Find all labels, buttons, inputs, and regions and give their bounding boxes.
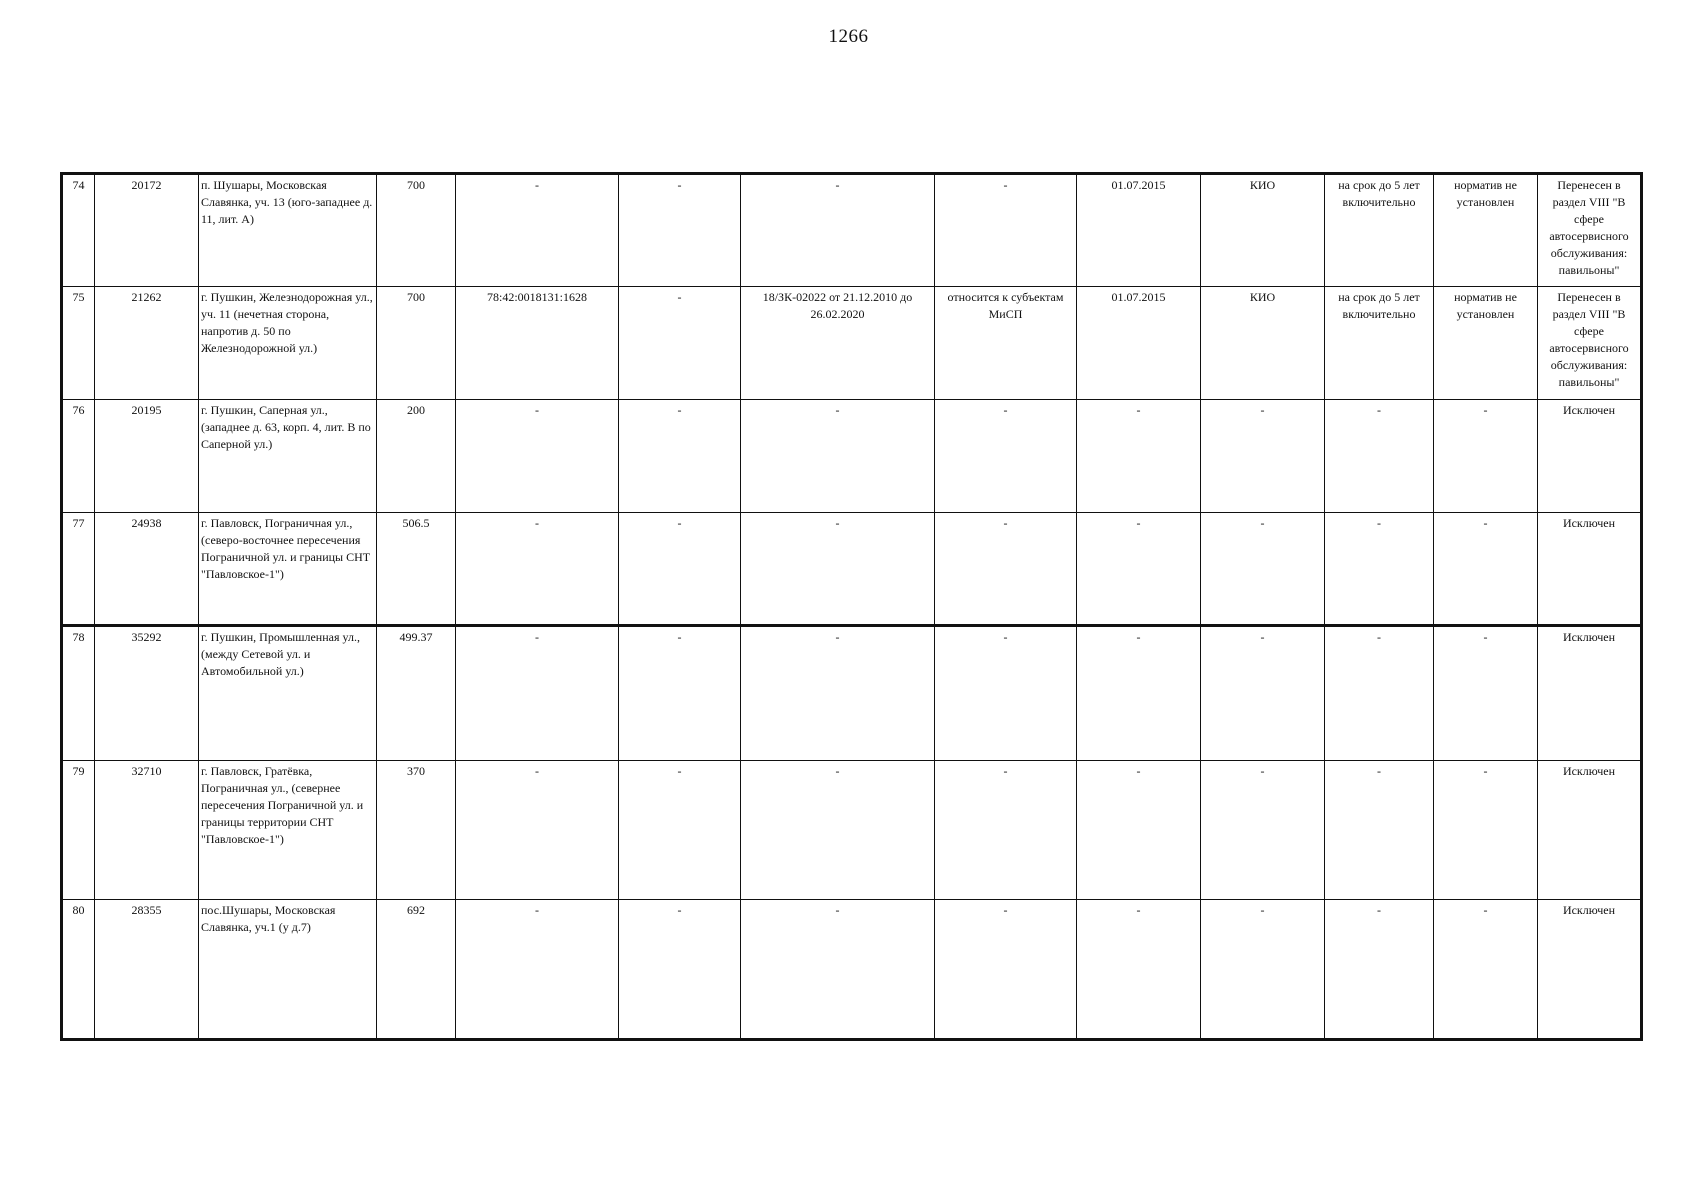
contract: - xyxy=(741,626,935,761)
date: - xyxy=(1077,900,1201,1040)
object-id: 24938 xyxy=(95,513,199,626)
address: п. Шушары, Московская Славянка, уч. 13 (юго-западнее д. 11, лит. А) xyxy=(199,174,377,287)
table-row xyxy=(62,400,1642,513)
cadastral-number: - xyxy=(456,626,619,761)
term: - xyxy=(1325,900,1434,1040)
row-number: 77 xyxy=(62,513,95,626)
column-6: - xyxy=(619,626,741,761)
object-id: 28355 xyxy=(95,900,199,1040)
organization: - xyxy=(1201,761,1325,900)
term: на срок до 5 лет включительно xyxy=(1325,174,1434,287)
cadastral-number: 78:42:0018131:1628 xyxy=(456,287,619,400)
term: на срок до 5 лет включительно xyxy=(1325,287,1434,400)
column-6: - xyxy=(619,174,741,287)
table-row xyxy=(62,900,1642,1040)
table-row xyxy=(62,287,1642,400)
note: Исключен xyxy=(1538,513,1642,626)
row-number: 79 xyxy=(62,761,95,900)
term: - xyxy=(1325,626,1434,761)
area: 700 xyxy=(377,174,456,287)
smsp-status: относится к субъектам МиСП xyxy=(935,287,1077,400)
norm: норматив не установлен xyxy=(1434,287,1538,400)
contract: - xyxy=(741,900,935,1040)
contract: - xyxy=(741,513,935,626)
smsp-status: - xyxy=(935,761,1077,900)
column-6: - xyxy=(619,287,741,400)
organization: КИО xyxy=(1201,287,1325,400)
area: 200 xyxy=(377,400,456,513)
contract: - xyxy=(741,174,935,287)
object-id: 32710 xyxy=(95,761,199,900)
norm: - xyxy=(1434,626,1538,761)
area: 506.5 xyxy=(377,513,456,626)
address: г. Пушкин, Железнодорожная ул., уч. 11 (нечетная сторона, напротив д. 50 по Железнодорожной ул.) xyxy=(199,287,377,400)
row-number: 76 xyxy=(62,400,95,513)
date: - xyxy=(1077,761,1201,900)
norm: - xyxy=(1434,761,1538,900)
table-row xyxy=(62,761,1642,900)
cadastral-number: - xyxy=(456,513,619,626)
table-row xyxy=(62,174,1642,287)
smsp-status: - xyxy=(935,626,1077,761)
column-6: - xyxy=(619,900,741,1040)
organization: КИО xyxy=(1201,174,1325,287)
note: Перенесен в раздел VIII "В сфере автосервисного обслуживания: павильоны" xyxy=(1538,174,1642,287)
column-6: - xyxy=(619,761,741,900)
page-number: 1266 xyxy=(828,26,869,47)
area: 692 xyxy=(377,900,456,1040)
registry-table xyxy=(60,172,1643,1041)
term: - xyxy=(1325,761,1434,900)
term: - xyxy=(1325,513,1434,626)
date: 01.07.2015 xyxy=(1077,287,1201,400)
column-6: - xyxy=(619,513,741,626)
row-number: 75 xyxy=(62,287,95,400)
object-id: 35292 xyxy=(95,626,199,761)
date: - xyxy=(1077,626,1201,761)
row-number: 74 xyxy=(62,174,95,287)
note: Исключен xyxy=(1538,626,1642,761)
address: пос.Шушары, Московская Славянка, уч.1 (у д.7) xyxy=(199,900,377,1040)
address: г. Павловск, Гратёвка, Пограничная ул., (севернее пересечения Пограничной ул. и границы территории СНТ "Павловское-1") xyxy=(199,761,377,900)
area: 370 xyxy=(377,761,456,900)
norm: норматив не установлен xyxy=(1434,174,1538,287)
norm: - xyxy=(1434,513,1538,626)
area: 700 xyxy=(377,287,456,400)
address: г. Пушкин, Саперная ул., (западнее д. 63, корп. 4, лит. В по Саперной ул.) xyxy=(199,400,377,513)
smsp-status: - xyxy=(935,174,1077,287)
date: - xyxy=(1077,400,1201,513)
object-id: 21262 xyxy=(95,287,199,400)
contract: 18/ЗК-02022 от 21.12.2010 до 26.02.2020 xyxy=(741,287,935,400)
norm: - xyxy=(1434,900,1538,1040)
date: - xyxy=(1077,513,1201,626)
note: Исключен xyxy=(1538,900,1642,1040)
norm: - xyxy=(1434,400,1538,513)
row-number: 80 xyxy=(62,900,95,1040)
cadastral-number: - xyxy=(456,400,619,513)
contract: - xyxy=(741,761,935,900)
smsp-status: - xyxy=(935,400,1077,513)
smsp-status: - xyxy=(935,900,1077,1040)
row-number: 78 xyxy=(62,626,95,761)
cadastral-number: - xyxy=(456,174,619,287)
term: - xyxy=(1325,400,1434,513)
smsp-status: - xyxy=(935,513,1077,626)
address: г. Павловск, Пограничная ул., (северо-восточнее пересечения Пограничной ул. и границы СНТ "Павловское-1") xyxy=(199,513,377,626)
date: 01.07.2015 xyxy=(1077,174,1201,287)
table-row xyxy=(62,626,1642,761)
contract: - xyxy=(741,400,935,513)
note: Исключен xyxy=(1538,761,1642,900)
note: Перенесен в раздел VIII "В сфере автосервисного обслуживания: павильоны" xyxy=(1538,287,1642,400)
note: Исключен xyxy=(1538,400,1642,513)
object-id: 20172 xyxy=(95,174,199,287)
cadastral-number: - xyxy=(456,900,619,1040)
table-row xyxy=(62,513,1642,626)
column-6: - xyxy=(619,400,741,513)
organization: - xyxy=(1201,513,1325,626)
organization: - xyxy=(1201,900,1325,1040)
area: 499.37 xyxy=(377,626,456,761)
cadastral-number: - xyxy=(456,761,619,900)
organization: - xyxy=(1201,626,1325,761)
organization: - xyxy=(1201,400,1325,513)
address: г. Пушкин, Промышленная ул., (между Сетевой ул. и Автомобильной ул.) xyxy=(199,626,377,761)
object-id: 20195 xyxy=(95,400,199,513)
